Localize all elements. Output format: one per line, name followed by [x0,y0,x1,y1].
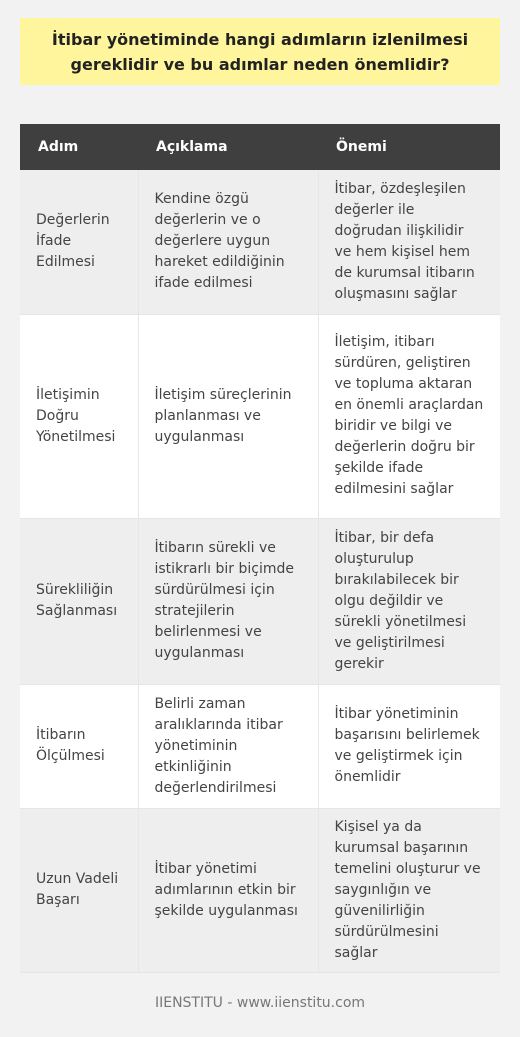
cell-importance: İtibar, özdeşleşilen değerler ile doğrudan ilişkilidir ve hem kişisel hem de kurumsal itibarın oluşmasını sağlar [334,180,475,302]
cell-importance: İtibar, bir defa oluşturulup bırakılabilecek bir olgu değildir ve sürekli yönetilmesi ve geliştirilmesi gerekir [334,529,467,672]
cell-description: İtibar yönetimi adımlarının etkin bir şekilde uygulanması [138,808,318,972]
header-importance: Önemi [336,139,387,155]
cell-importance: İtibar yönetiminin başarısını belirlemek ve geliştirmek için önemlidir [334,706,480,785]
table-row [20,314,500,518]
footer-credit: IIENSTITU - www.iienstitu.com [154,995,366,1011]
cell-importance: Kişisel ya da kurumsal başarının temelini oluşturur ve saygınlığın ve güvenilirliğin sürdürülmesini sağlar [334,818,481,961]
cell-step: Sürekliliğin Sağlanması [20,518,138,684]
cell-description: Kendine özgü değerlerin ve o değerlere uygun hareket edildiğinin ifade edilmesi [138,170,318,314]
table-row [20,518,500,684]
cell-step: Uzun Vadeli Başarı [20,808,138,972]
steps-table [20,124,500,973]
question-banner [20,18,500,85]
cell-step: İletişimin Doğru Yönetilmesi [20,314,138,518]
cell-step: İtibarın Ölçülmesi [20,684,138,808]
cell-importance: İletişim, itibarı sürdüren, geliştiren ve topluma aktaran en önemli araçlardan biridir ve bilgi ve değerlerin doğru bir şekilde ifade edilmesini sağlar [334,334,484,497]
table-row [20,170,500,314]
header-description: Açıklama [156,139,228,155]
cell-step: Değerlerin İfade Edilmesi [20,170,138,314]
cell-description: Belirli zaman aralıklarında itibar yönetiminin etkinliğinin değerlendirilmesi [138,684,318,808]
table-header-row [20,124,500,170]
table-row [20,684,500,808]
cell-description: İletişim süreçlerinin planlanması ve uygulanması [138,314,318,518]
cell-description: İtibarın sürekli ve istikrarlı bir biçimde sürdürülmesi için stratejilerin belirlenmesi ve uygulanması [138,518,318,684]
table-row [20,808,500,972]
header-step: Adım [38,139,79,155]
question-title: İtibar yönetiminde hangi adımların izlenilmesi gereklidir ve bu adımlar neden önemlidir? [51,29,469,74]
